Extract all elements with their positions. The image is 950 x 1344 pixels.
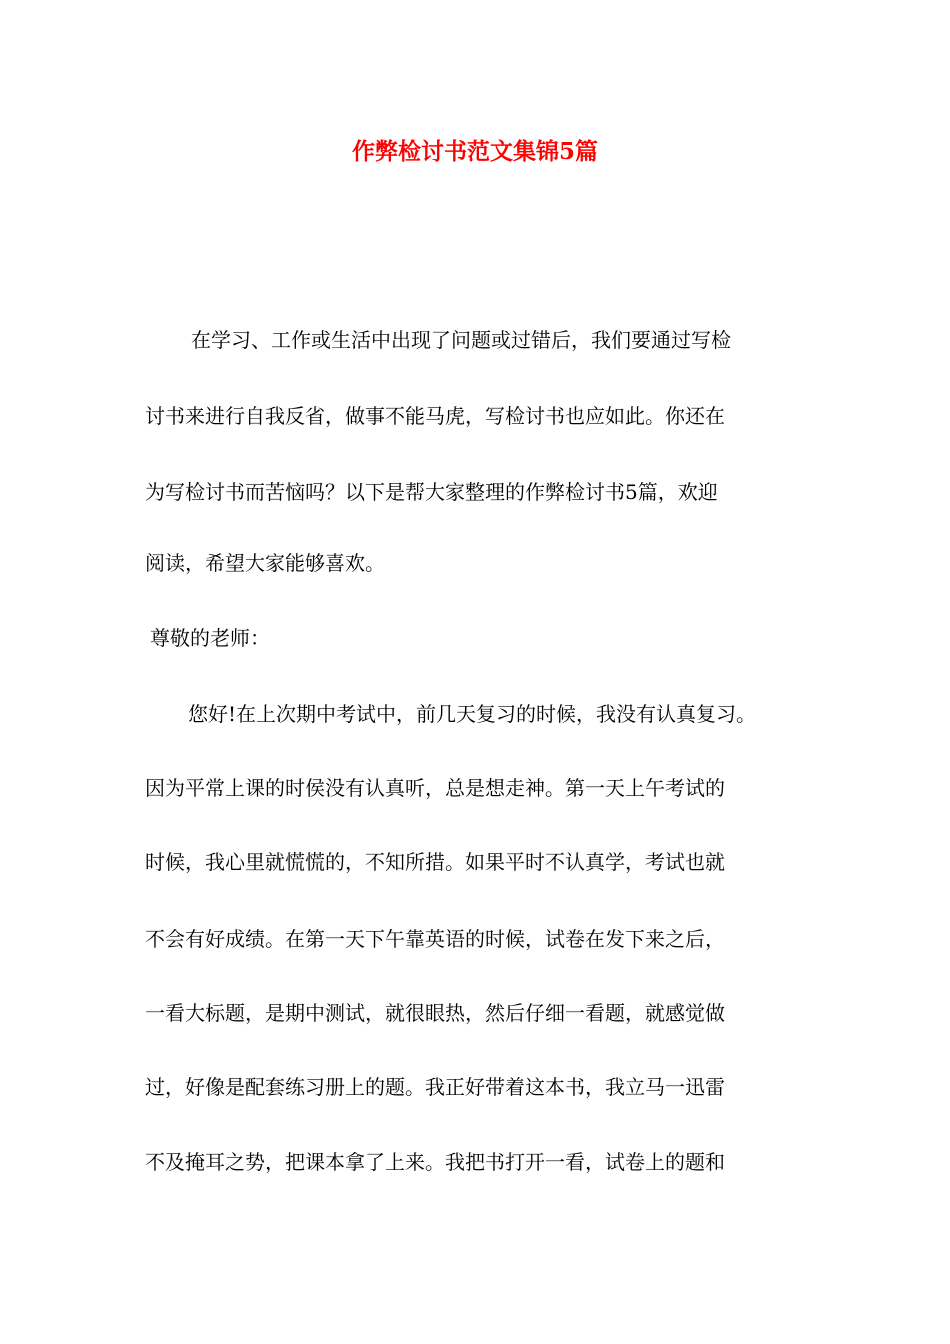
paragraph-line: 为写检讨书而苦恼吗？以下是帮大家整理的作弊检讨书5篇，欢迎 (145, 480, 718, 504)
document-title: 作弊检讨书范文集锦5篇 (351, 138, 598, 165)
paragraph-line: 阅读，希望大家能够喜欢。 (145, 551, 385, 575)
paragraph-line: 时候，我心里就慌慌的，不知所措。如果平时不认真学，考试也就 (145, 850, 725, 874)
salutation: 尊敬的老师： (150, 626, 270, 650)
paragraph-line: 您好!在上次期中考试中，前几天复习的时候，我没有认真复习。 (188, 702, 757, 726)
paragraph-line: 过，好像是配套练习册上的题。我正好带着这本书，我立马一迅雷 (145, 1075, 725, 1099)
paragraph-line: 讨书来进行自我反省，做事不能马虎，写检讨书也应如此。你还在 (145, 404, 725, 428)
paragraph-line: 在学习、工作或生活中出现了问题或过错后，我们要通过写检 (191, 328, 731, 352)
paragraph-line: 不及掩耳之势，把课本拿了上来。我把书打开一看，试卷上的题和 (145, 1150, 725, 1174)
paragraph-line: 因为平常上课的时侯没有认真听，总是想走神。第一天上午考试的 (145, 776, 725, 800)
paragraph-line: 不会有好成绩。在第一天下午靠英语的时候，试卷在发下来之后， (145, 927, 725, 951)
paragraph-line: 一看大标题，是期中测试，就很眼热，然后仔细一看题，就感觉做 (145, 1001, 725, 1025)
